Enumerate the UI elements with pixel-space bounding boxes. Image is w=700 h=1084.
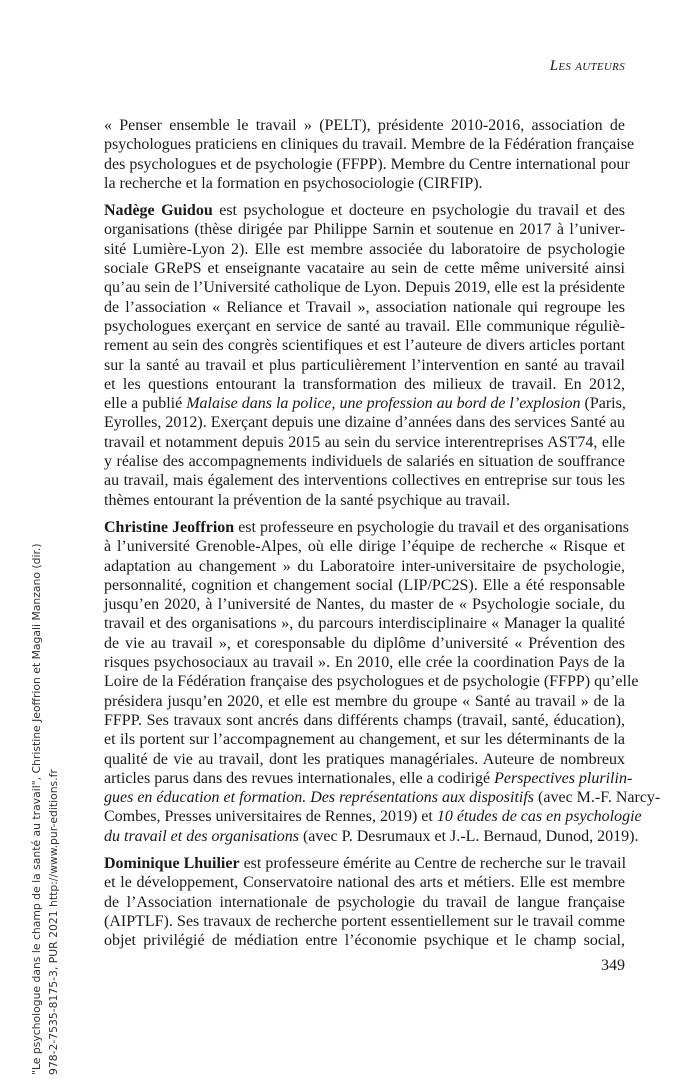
- document-body: [104, 116, 661, 958]
- text-span: (avec M.-F. Narcy-: [534, 789, 661, 807]
- text-span: est professeure en psychologie du travail et des organisations: [234, 518, 629, 536]
- paragraph: [104, 518, 661, 846]
- text-line: [104, 807, 642, 826]
- book-title: Malaise dans la police, une profession au bord de l’explosion: [186, 395, 581, 413]
- text-line: travail et notamment depuis 2015 au sein du service interentreprises AST74, elle: [104, 433, 625, 451]
- text-line: (AIPTLF). Ses travaux de recherche portent essentiellement sur le travail comme: [104, 912, 625, 930]
- author-name: Dominique Lhuilier: [104, 854, 240, 872]
- paragraph: [104, 854, 625, 950]
- text-line: « Penser ensemble le travail » (PELT), présidente 2010-2016, association de: [104, 117, 625, 134]
- text-line: Eyrolles, 2012). Exerçant depuis une dizaine d’années dans des services Santé au: [104, 414, 625, 432]
- text-line: à l’université Grenoble-Alpes, où elle dirige l’équipe de recherche « Risque et: [104, 538, 625, 556]
- book-title: gues en éducation et formation. Des représentations aux dispositifs: [104, 789, 535, 807]
- text-line: et les questions entourant la transformation des milieux de travail. En 2012,: [104, 375, 625, 393]
- text-line: sité Lumière-Lyon 2). Elle est membre associée du laboratoire de psychologie: [104, 240, 625, 258]
- text-span: est professeure émérite au Centre de recherche sur le travail: [239, 854, 627, 872]
- text-line: jusqu’en 2020, à l’université de Nantes, du master de « Psychologie sociale, du: [104, 596, 625, 614]
- text-line: [104, 854, 625, 873]
- text-line: y réalise des accompagnements individuels de salariés en situation de souffrance: [104, 453, 625, 471]
- margin-citation-isbn: 978-2-7535-8175-3, PUR 2021 http://www.pur-editions.fr: [47, 769, 60, 1075]
- text-line: [104, 827, 639, 846]
- paragraph: [104, 116, 635, 193]
- text-line: qu’au sein de l’Université catholique de Lyon. Depuis 2019, elle est la présidente: [104, 279, 625, 297]
- text-line: FFPP. Ses travaux sont ancrés dans différents champs (travail, santé, éducation),: [104, 711, 625, 729]
- text-span: Combes, Presses universitaires de Rennes, 2019) et: [104, 808, 437, 826]
- margin-citation-title: "Le psychologue dans le champ de la santé au travail", Christine Jeoffrion et Magali Manzano (dir.): [30, 543, 43, 1075]
- text-line: [104, 788, 661, 807]
- text-line: Loire de la Fédération française des psychologues et de psychologie (FFPP) qu’elle: [104, 673, 639, 691]
- text-line: sociale GRePS et enseignante vacataire au sein de cette même université ainsi: [104, 260, 625, 278]
- text-line: de l’association « Reliance et Travail », association nationale qui regroupe les: [104, 298, 625, 316]
- text-line: [104, 201, 625, 220]
- text-line: présidera jusqu’en 2020, et elle est membre du groupe « Santé au travail » de la: [104, 692, 625, 710]
- text-line: adaptation au changement » du Laboratoire inter-universitaire de psychologie,: [104, 557, 625, 575]
- text-span: articles parus dans des revues internationales, elle a codirigé: [104, 769, 495, 787]
- text-line: travail et des organisations », du parcours interdisciplinaire « Manager la qualité: [104, 615, 625, 633]
- text-line: qualité de vie au travail, dont les pratiques managériales. Auteure de nombreux: [104, 750, 625, 768]
- running-header: Les auteurs: [549, 58, 625, 74]
- text-line: sur la santé au travail et plus particulièrement l’intervention en santé au travail: [104, 356, 625, 374]
- text-line: des psychologues et de psychologie (FFPP). Membre du Centre international pour: [104, 155, 630, 173]
- text-line: de l’Association internationale de psychologie du travail de langue française: [104, 893, 625, 911]
- text-line: rement au sein des congrès scientifiques et est l’auteure de divers articles portant: [104, 337, 625, 355]
- text-line: [104, 518, 629, 537]
- page-number: 349: [601, 957, 625, 974]
- text-line: de vie au travail », et coresponsable du diplôme d’université « Prévention des: [104, 634, 625, 652]
- text-line: et ils portent sur l’accompagnement au changement, et sur les déterminants de la: [104, 731, 625, 749]
- text-span: elle a publié: [104, 395, 187, 413]
- text-line: personnalité, cognition et changement social (LIP/PC2S). Elle a été responsable: [104, 576, 625, 594]
- paragraph: [104, 201, 625, 510]
- author-name: Christine Jeoffrion: [104, 518, 235, 536]
- book-title: 10 études de cas en psychologie: [436, 808, 642, 826]
- text-line: psychologues exerçant en service de santé au travail. Elle communique réguliè-: [104, 317, 625, 335]
- text-line: objet privilégié de médiation entre l’économie psychique et le champ social,: [104, 932, 625, 950]
- text-line: organisations (thèse dirigée par Philippe Sarnin et soutenue en 2017 à l’univer-: [104, 221, 625, 239]
- text-span: (Paris,: [580, 395, 626, 413]
- text-line: et le développement, Conservatoire national des arts et métiers. Elle est membre: [104, 874, 625, 892]
- text-line: risques psychosociaux au travail ». En 2010, elle crée la coordination Pays de la: [104, 654, 625, 672]
- text-line: thèmes entourant la prévention de la santé psychique au travail.: [104, 491, 511, 509]
- text-span: (avec P. Desrumaux et J.-L. Bernaud, Dunod, 2019).: [298, 827, 639, 845]
- text-line: psychologues praticiens en cliniques du travail. Membre de la Fédération française: [104, 136, 635, 154]
- text-line: [104, 769, 633, 788]
- text-line: [104, 394, 625, 413]
- text-line: au travail, mais également des interventions collectives en entreprise sur tous les: [104, 472, 625, 490]
- text-span: est psychologue et docteure en psychologie du travail et des: [212, 202, 626, 220]
- book-title: Perspectives plurilin-: [494, 769, 633, 787]
- text-line: la recherche et la formation en psychosociologie (CIRFIP).: [104, 174, 483, 192]
- book-title: du travail et des organisations: [104, 827, 299, 845]
- author-name: Nadège Guidou: [104, 202, 213, 220]
